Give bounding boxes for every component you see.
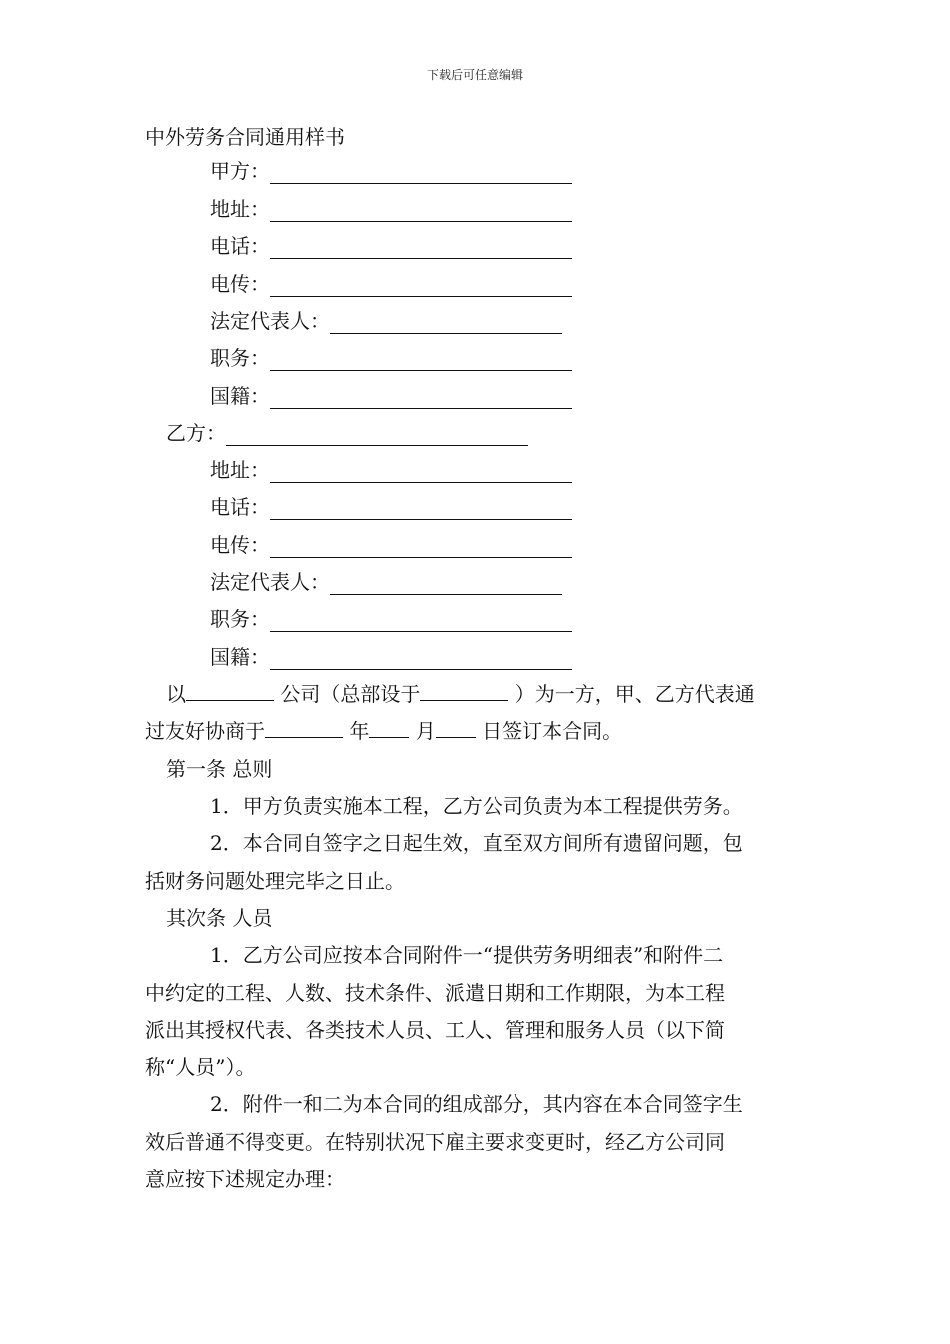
party-b-rep-blank[interactable] <box>330 574 562 595</box>
party-a-position-label: 职务： <box>210 346 270 370</box>
party-a-nationality-row <box>210 383 572 409</box>
party-b-nationality-blank[interactable] <box>270 649 572 670</box>
party-b-rep-label: 法定代表人： <box>210 570 330 594</box>
article-2-item-1-line-2: 中约定的工程、人数、技术条件、派遣日期和工作期限，为本工程 <box>145 981 725 1005</box>
intro-line-1 <box>166 681 755 707</box>
party-b-nationality-row <box>210 644 572 670</box>
party-b-nationality-label: 国籍： <box>210 645 270 669</box>
party-a-blank[interactable] <box>270 163 572 184</box>
party-a-rep-label: 法定代表人： <box>210 309 330 333</box>
party-a-address-blank[interactable] <box>270 201 572 222</box>
article-2-item-2-line-3: 意应按下述规定办理： <box>145 1167 345 1191</box>
party-b-fax-row <box>210 532 572 558</box>
party-a-address-label: 地址： <box>210 197 270 221</box>
party-b-position-label: 职务： <box>210 607 270 631</box>
party-b-phone-blank[interactable] <box>270 499 572 520</box>
intro-text-1b: 公司（总部设于 <box>280 682 421 706</box>
party-a-position-row <box>210 345 572 371</box>
party-a-position-blank[interactable] <box>270 350 572 371</box>
intro-text-2a: 过友好协商于 <box>145 719 265 743</box>
party-a-nationality-blank[interactable] <box>270 388 572 409</box>
party-a-row <box>210 158 572 184</box>
article-2-item-1-line-4: 称“人员”）。 <box>145 1055 256 1079</box>
party-a-address-row <box>210 196 572 222</box>
article-1-item-1: 1．甲方负责实施本工程，乙方公司负责为本工程提供劳务。 <box>210 794 743 818</box>
article-2-item-1-line-1: 1．乙方公司应按本合同附件一“提供劳务明细表”和附件二 <box>210 943 724 967</box>
party-b-address-blank[interactable] <box>270 462 572 483</box>
party-a-phone-blank[interactable] <box>270 238 572 259</box>
party-a-fax-blank[interactable] <box>270 276 572 297</box>
party-b-phone-label: 电话： <box>210 495 270 519</box>
party-a-nationality-label: 国籍： <box>210 384 270 408</box>
article-2-item-2-line-2: 效后普通不得变更。在特别状况下雇主要求变更时，经乙方公司同 <box>145 1130 725 1154</box>
party-b-rep-row <box>210 569 562 595</box>
party-b-fax-blank[interactable] <box>270 537 572 558</box>
party-b-address-label: 地址： <box>210 458 270 482</box>
intro-company-blank[interactable] <box>186 682 274 701</box>
intro-text-2d: 日签订本合同。 <box>482 719 623 743</box>
intro-text-1c: ）为一方，甲、乙方代表通 <box>514 682 755 706</box>
intro-hq-blank[interactable] <box>420 682 508 701</box>
party-a-fax-label: 电传： <box>210 272 270 296</box>
intro-year-blank[interactable] <box>265 719 343 738</box>
intro-text-2b: 年 <box>349 719 370 743</box>
party-b-blank[interactable] <box>226 425 528 446</box>
party-a-phone-row <box>210 233 572 259</box>
party-b-label: 乙方： <box>166 421 226 445</box>
intro-day-blank[interactable] <box>436 719 476 738</box>
article-2-item-1-line-3: 派出其授权代表、各类技术人员、工人、管理和服务人员（以下简 <box>145 1018 725 1042</box>
article-1-heading: 第一条 总则 <box>166 757 273 781</box>
party-b-row <box>166 420 528 446</box>
party-b-phone-row <box>210 494 572 520</box>
party-a-rep-blank[interactable] <box>330 313 562 334</box>
article-1-item-2-line-1: 2．本合同自签字之日起生效，直至双方间所有遗留问题，包 <box>210 831 743 855</box>
party-b-address-row <box>210 457 572 483</box>
party-b-position-blank[interactable] <box>270 611 572 632</box>
intro-month-blank[interactable] <box>369 719 409 738</box>
party-a-phone-label: 电话： <box>210 234 270 258</box>
party-b-position-row <box>210 606 572 632</box>
article-2-heading: 其次条 人员 <box>166 906 273 930</box>
party-a-rep-row <box>210 308 562 334</box>
intro-line-2 <box>145 718 622 744</box>
page-header-note: 下载后可任意编辑 <box>426 68 523 82</box>
intro-text-2c: 月 <box>415 719 436 743</box>
party-a-label: 甲方： <box>210 159 270 183</box>
document-title: 中外劳务合同通用样书 <box>145 125 345 149</box>
party-a-fax-row <box>210 271 572 297</box>
party-b-fax-label: 电传： <box>210 533 270 557</box>
article-1-item-2-line-2: 括财务问题处理完毕之日止。 <box>145 869 405 893</box>
article-2-item-2-line-1: 2．附件一和二为本合同的组成部分，其内容在本合同签字生 <box>210 1092 743 1116</box>
intro-text-1a: 以 <box>166 682 186 706</box>
